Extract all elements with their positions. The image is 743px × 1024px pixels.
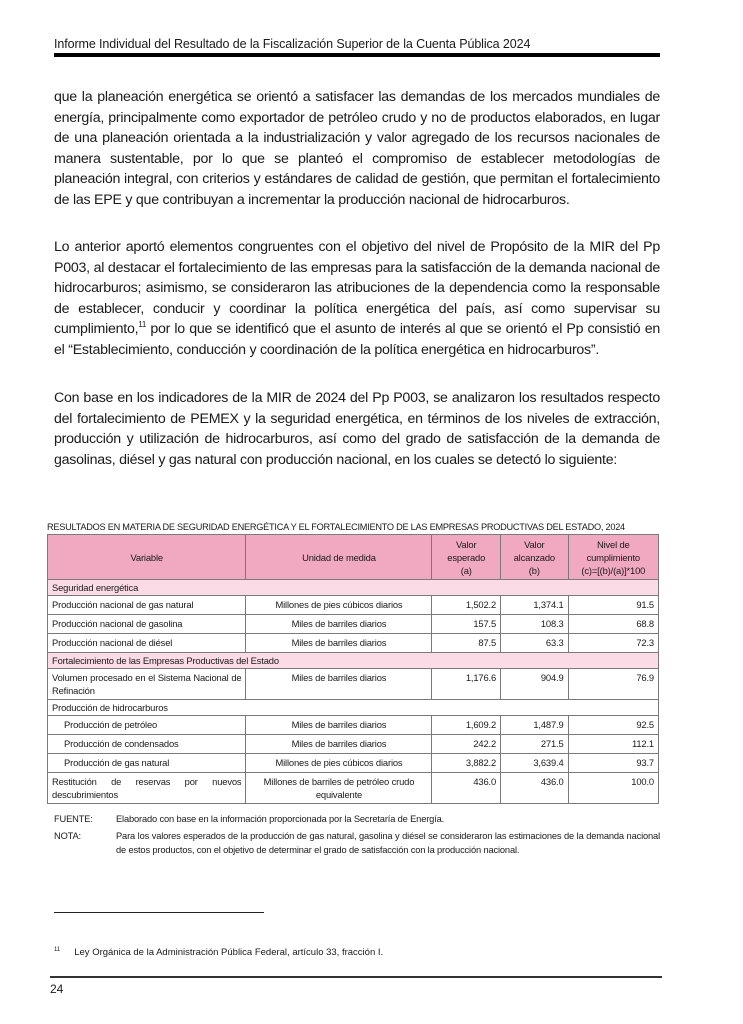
cell-variable: Producción de condensados [48, 735, 246, 754]
table-row [48, 634, 659, 653]
nota-note [54, 829, 660, 857]
cell-achieved: 271.5 [501, 735, 569, 754]
cell-unit: Miles de barriles diarios [246, 615, 432, 634]
cell-achieved: 1,487.9 [501, 716, 569, 735]
cell-expected: 436.0 [432, 773, 501, 804]
paragraph-2-text-a: Lo anterior aportó elementos congruentes con el objetivo del nivel de Propósito de la MIR del Pp P003, al destacar el fortalecimiento de las empresas para la satisfacción de la demanda nacional de hidrocarburos; asimismo, se consideraron las atribuciones de la dependencia como la responsable de establecer, conducir y coordinar la política energética del país, así como supervisar su cumplimiento, [54, 239, 660, 338]
table-row [48, 716, 659, 735]
table-notes [54, 812, 660, 860]
section-label: Producción de hidrocarburos [48, 700, 659, 716]
col-header-compliance-line3: (c)=[(b)/(a)]*100 [581, 564, 646, 576]
cell-compliance: 100.0 [568, 773, 658, 804]
cell-variable: Producción de petróleo [48, 716, 246, 735]
cell-achieved: 3,639.4 [501, 754, 569, 773]
col-header-achieved-line3: (b) [528, 564, 540, 576]
section-label: Fortalecimiento de las Empresas Productivas del Estado [48, 653, 659, 669]
cell-unit: Millones de pies cúbicos diarios [246, 596, 432, 615]
footer-rule [50, 976, 662, 978]
paragraph-1: que la planeación energética se orientó a satisfacer las demandas de los mercados mundiales de energía, principalmente como exportador de petróleo crudo y no de productos elaborados, en lugar de una planeación orientada a la industrialización y valor agregado de los recursos nacionales de manera sustentable, por lo que se planteó el compromiso de establecer metodologías de planeación integral, con criterios y estándares de calidad de gestión, que permitan el fortalecimiento de las EPE y que contribuyan a incrementar la producción nacional de hidrocarburos. [54, 89, 660, 208]
nota-label: NOTA: [54, 831, 81, 841]
col-header-achieved-line2: alcanzado [513, 551, 556, 563]
col-header-compliance-line2: cumplimiento [586, 551, 640, 563]
col-header-expected-line1: Valor [456, 538, 477, 550]
cell-expected: 87.5 [432, 634, 501, 653]
page-header [54, 36, 660, 52]
cell-variable: Producción nacional de gas natural [48, 596, 246, 615]
cell-variable: Producción de gas natural [48, 754, 246, 773]
header-rule [54, 53, 660, 57]
cell-achieved: 436.0 [501, 773, 569, 804]
col-header-achieved-line1: Valor [524, 538, 545, 550]
report-title: Informe Individual del Resultado de la Fiscalización Superior de la Cuenta Pública 2024 [54, 37, 531, 51]
cell-expected: 3,882.2 [432, 754, 501, 773]
cell-unit: Miles de barriles diarios [246, 669, 432, 700]
col-header-expected-line3: (a) [460, 564, 472, 576]
footnote-reference[interactable]: 11 [138, 320, 147, 330]
cell-achieved: 63.3 [501, 634, 569, 653]
col-header-compliance-line1: Nivel de [596, 538, 630, 550]
col-header-expected [432, 535, 501, 580]
paragraph-2 [54, 237, 660, 361]
section-label: Seguridad energética [48, 580, 659, 596]
footnote-separator [54, 912, 264, 913]
cell-compliance: 92.5 [568, 716, 658, 735]
cell-compliance: 68.8 [568, 615, 658, 634]
table-row [48, 615, 659, 634]
col-header-compliance [568, 535, 658, 580]
table-row [48, 754, 659, 773]
cell-expected: 1,176.6 [432, 669, 501, 700]
cell-expected: 242.2 [432, 735, 501, 754]
cell-achieved: 108.3 [501, 615, 569, 634]
cell-unit: Millones de pies cúbicos diarios [246, 754, 432, 773]
cell-compliance: 72.3 [568, 634, 658, 653]
table-row [48, 735, 659, 754]
cell-achieved: 904.9 [501, 669, 569, 700]
table-row [48, 596, 659, 615]
cell-compliance: 112.1 [568, 735, 658, 754]
cell-unit: Millones de barriles de petróleo crudo equivalente [246, 773, 432, 804]
table-row [48, 669, 659, 700]
results-table [47, 534, 659, 804]
nota-text: Para los valores esperados de la producción de gas natural, gasolina y diésel se consideraron las estimaciones de la demanda nacional de estos productos, con el objetivo de determinar el grado de satisfacción con la producción nacional. [116, 831, 660, 855]
section-row [48, 700, 659, 716]
cell-compliance: 93.7 [568, 754, 658, 773]
source-label: FUENTE: [54, 814, 93, 824]
footnote [54, 947, 383, 958]
cell-compliance: 76.9 [568, 669, 658, 700]
section-row [48, 653, 659, 669]
table-header-row [48, 535, 659, 580]
cell-unit: Miles de barriles diarios [246, 634, 432, 653]
cell-expected: 157.5 [432, 615, 501, 634]
footnote-number: 11 [54, 947, 61, 953]
cell-expected: 1,502.2 [432, 596, 501, 615]
table-title: RESULTADOS EN MATERIA DE SEGURIDAD ENERGÉTICA Y EL FORTALECIMIENTO DE LAS EMPRESAS PRODUCTIVAS DEL ESTADO, 2024 [47, 522, 625, 532]
cell-unit: Miles de barriles diarios [246, 735, 432, 754]
paragraph-3: Con base en los indicadores de la MIR de 2024 del Pp P003, se analizaron los resultados respecto del fortalecimiento de PEMEX y la seguridad energética, en términos de los niveles de extracción, producción y utilización de hidrocarburos, así como del grado de satisfacción de la demanda de gasolinas, diésel y gas natural con producción nacional, en los cuales se detectó lo siguiente: [54, 390, 660, 468]
source-note [54, 812, 660, 826]
section-row [48, 580, 659, 596]
footnote-text: Ley Orgánica de la Administración Pública Federal, artículo 33, fracción I. [74, 947, 384, 958]
cell-unit: Miles de barriles diarios [246, 716, 432, 735]
cell-compliance: 91.5 [568, 596, 658, 615]
col-header-achieved [501, 535, 569, 580]
cell-expected: 1,609.2 [432, 716, 501, 735]
paragraph-2-text-b: por lo que se identificó que el asunto de interés al que se orientó el Pp consistió en el “Establecimiento, conducción y coordinación de la política energética en hidrocarburos”. [54, 321, 660, 358]
page-number: 24 [50, 982, 64, 996]
source-text: Elaborado con base en la información proporcionada por la Secretaría de Energía. [116, 814, 445, 824]
table-row [48, 773, 659, 804]
col-header-unit: Unidad de medida [246, 535, 432, 580]
cell-variable: Volumen procesado en el Sistema Nacional de Refinación [48, 669, 246, 700]
col-header-variable: Variable [48, 535, 246, 580]
cell-variable: Restitución de reservas por nuevos descubrimientos [48, 773, 246, 804]
cell-achieved: 1,374.1 [501, 596, 569, 615]
cell-variable: Producción nacional de gasolina [48, 615, 246, 634]
cell-variable: Producción nacional de diésel [48, 634, 246, 653]
col-header-expected-line2: esperado [447, 551, 486, 563]
